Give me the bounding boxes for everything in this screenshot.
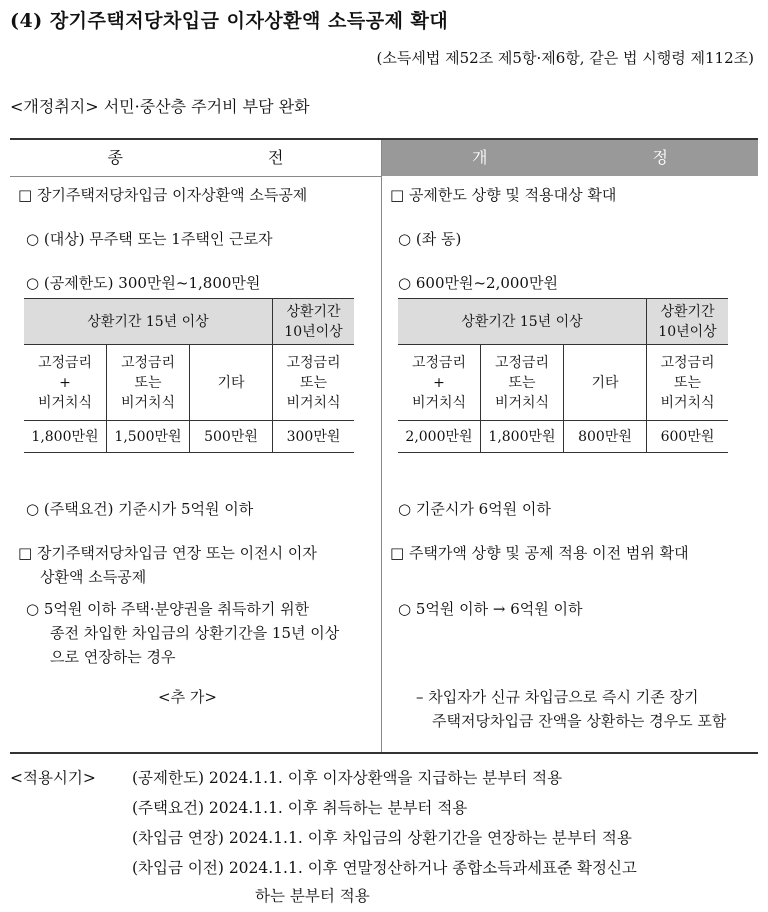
section-title: (4) 장기주택저당차입금 이자상환액 소득공제 확대 — [10, 10, 449, 32]
before-table-value: 500만원 — [190, 421, 273, 453]
before-table-value: 300만원 — [273, 421, 355, 453]
after-table-value: 1,800만원 — [481, 421, 564, 453]
after-table-value: 600만원 — [647, 421, 729, 453]
after-extension-condition: ○ 5억원 이하 → 6억원 이하 — [398, 600, 583, 618]
before-limit: ○ (공제한도) 300만원~1,800만원 — [26, 274, 261, 292]
column-header-before: 종 전 — [10, 140, 381, 177]
after-housing-requirement: ○ 기준시가 6억원 이하 — [398, 500, 551, 518]
effective-date-label: <적용시기> — [10, 769, 96, 787]
before-extension-condition-cont: 종전 차입한 차입금의 상환기간을 15년 이상 — [50, 624, 340, 642]
before-heading-deduction: □ 장기주택저당차입금 이자상환액 소득공제 — [18, 186, 308, 204]
before-limit-table — [24, 298, 354, 453]
after-added-note: – 차입자가 신규 차입금으로 즉시 기존 장기 — [416, 688, 699, 706]
before-table-type-other: 기타 — [190, 345, 273, 421]
after-table-type-10y: 고정금리 또는 비거치식 — [647, 345, 729, 421]
after-heading-extension: □ 주택가액 상향 및 공제 적용 이전 범위 확대 — [390, 544, 689, 562]
comparison-table — [10, 138, 758, 754]
law-reference: (소득세법 제52조 제5항·제6항, 같은 법 시행령 제112조) — [376, 49, 754, 67]
before-extension-condition: ○ 5억원 이하 주택·분양권을 취득하기 위한 — [26, 600, 310, 618]
before-table-type-10y: 고정금리 또는 비거치식 — [273, 345, 355, 421]
before-heading-extension-cont: 상환액 소득공제 — [40, 568, 147, 586]
column-divider — [381, 140, 382, 752]
after-target: ○ (좌 동) — [398, 230, 462, 248]
after-table-header-10y: 상환기간 10년이상 — [647, 299, 729, 345]
after-heading-deduction: □ 공제한도 상향 및 적용대상 확대 — [390, 186, 617, 204]
before-table-type-fixed-and-nondeferred: 고정금리 + 비거치식 — [24, 345, 107, 421]
before-target: ○ (대상) 무주택 또는 1주택인 근로자 — [26, 230, 273, 248]
before-extension-condition-cont: 으로 연장하는 경우 — [50, 648, 176, 666]
effective-date-line: (주택요건) 2024.1.1. 이후 취득하는 분부터 적용 — [132, 799, 468, 817]
effective-date-line: (공제한도) 2024.1.1. 이후 이자상환액을 지급하는 분부터 적용 — [132, 769, 563, 787]
before-table-value: 1,500만원 — [107, 421, 190, 453]
before-table-value: 1,800만원 — [24, 421, 107, 453]
before-table-type-fixed-or-nondeferred: 고정금리 또는 비거치식 — [107, 345, 190, 421]
before-table-header-10y: 상환기간 10년이상 — [273, 299, 355, 345]
after-table-type-fixed-and-nondeferred: 고정금리 + 비거치식 — [398, 345, 481, 421]
after-table-value: 800만원 — [564, 421, 647, 453]
after-table-type-fixed-or-nondeferred: 고정금리 또는 비거치식 — [481, 345, 564, 421]
after-added-note-cont: 주택저당차입금 잔액을 상환하는 경우도 포함 — [432, 712, 727, 730]
before-heading-extension: □ 장기주택저당차입금 연장 또는 이전시 이자 — [18, 544, 317, 562]
effective-date-line: (차입금 이전) 2024.1.1. 이후 연말정산하거나 종합소득과세표준 확정신고 — [132, 859, 637, 877]
before-housing-requirement: ○ (주택요건) 기준시가 5억원 이하 — [26, 500, 254, 518]
before-table-header-15y: 상환기간 15년 이상 — [24, 299, 273, 345]
after-table-type-other: 기타 — [564, 345, 647, 421]
before-added-note: <추 가> — [158, 688, 217, 706]
column-header-after: 개 정 — [382, 140, 758, 176]
after-table-header-15y: 상환기간 15년 이상 — [398, 299, 647, 345]
revision-purpose: <개정취지> 서민·중산층 주거비 부담 완화 — [10, 97, 310, 116]
effective-date-line-cont: 하는 분부터 적용 — [255, 887, 370, 905]
after-table-value: 2,000만원 — [398, 421, 481, 453]
effective-date-line: (차입금 연장) 2024.1.1. 이후 차입금의 상환기간을 연장하는 분부터 적용 — [132, 829, 632, 847]
after-limit-table — [398, 298, 728, 453]
after-limit: ○ 600만원~2,000만원 — [398, 274, 558, 292]
